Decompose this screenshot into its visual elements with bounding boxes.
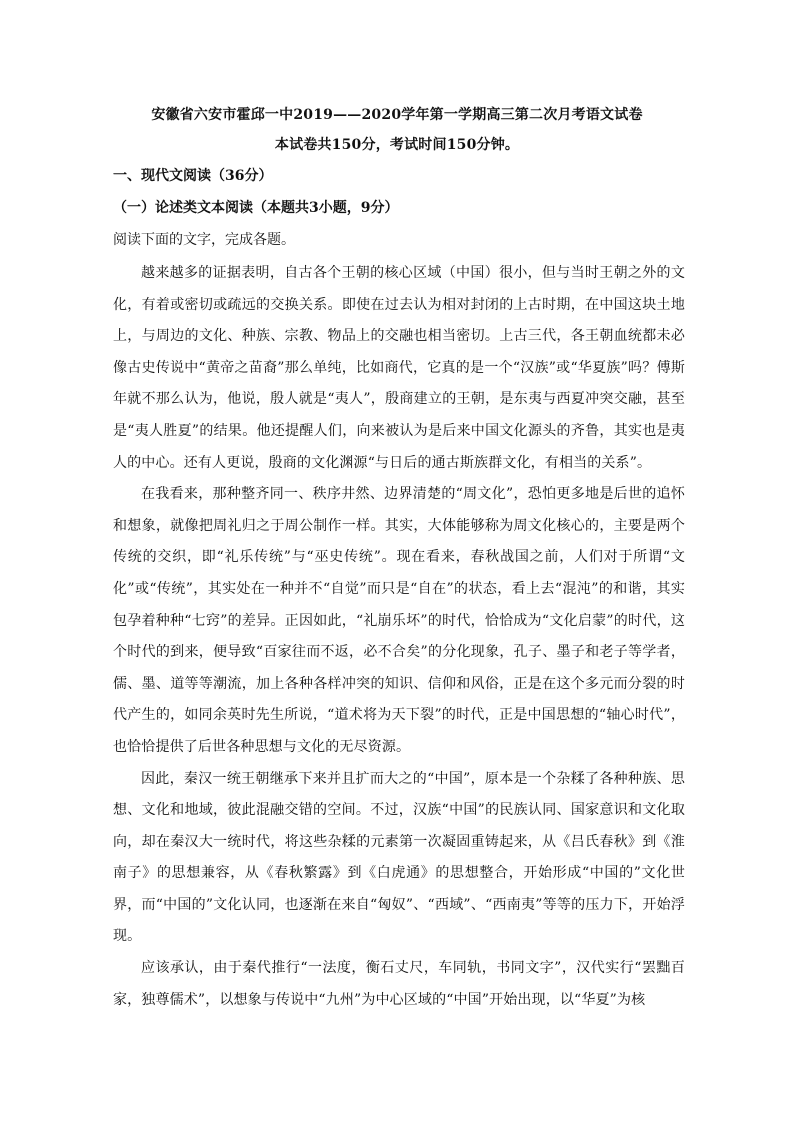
reading-passage <box>113 258 685 1016</box>
passage-paragraph: 应该承认，由于秦代推行“一法度，衡石丈尺，车同轨，书同文字”，汉代实行“罢黜百家，独尊儒术”，以想象与传说中“九州”为中心区域的“中国”开始出现，以“华夏”为核 <box>113 960 685 1008</box>
passage-paragraph: 在我看来，那种整齐同一、秩序井然、边界清楚的“周文化”，恐怕更多地是后世的追怀和想象，就像把周礼归之于周公制作一样。其实，大体能够称为周文化核心的，主要是两个传统的交织，即“礼乐传统”与“巫史传统”。现在看来，春秋战国之前，人们对于所谓“文化”或“传统”，其实处在一种并不“自觉”而只是“自在”的状态，看上去“混沌”的和谐，其实包孕着种种“七窍”的差异。正因如此，“礼崩乐坏”的时代，恰恰成为“文化启蒙”的时代，这个时代的到来，便导致“百家往而不返，必不合矣”的分化现象，孔子、墨子和老子等学者，儒、墨、道等等潮流，加上各种各样冲突的知识、信仰和风俗，正是在这个多元而分裂的时代产生的，如同余英时先生所说，“道术将为天下裂”的时代，正是中国思想的“轴心时代”，也恰恰提供了后世各种思想与文化的无尽资源。 <box>113 486 685 755</box>
exam-title: 安徽省六安市霍邱一中2019——2020学年第一学期高三第二次月考语文试卷 <box>151 107 643 123</box>
section-heading: 一、现代文阅读（36分） <box>113 168 273 184</box>
passage-paragraph: 因此，秦汉一统王朝继承下来并且扩而大之的“中国”，原本是一个杂糅了各种种族、思想、文化和地域，彼此混融交错的空间。不过，汉族“中国”的民族认同、国家意识和文化取向，却在秦汉大一统时代，将这些杂糅的元素第一次凝固重铸起来，从《吕氏春秋》到《淮南子》的思想兼容，从《春秋繁露》到《白虎通》的思想整合，开始形成“中国的”文化世界，而“中国的”文化认同，也逐渐在来自“匈奴”、“西域”、“西南夷”等等的压力下，开始浮现。 <box>113 770 685 945</box>
exam-subtitle: 本试卷共150分，考试时间150分钟。 <box>274 137 520 153</box>
subsection-heading: （一）论述类文本阅读（本题共3小题，9分） <box>113 200 399 216</box>
reading-instruction: 阅读下面的文字，完成各题。 <box>113 232 295 248</box>
passage-paragraph: 越来越多的证据表明，自古各个王朝的核心区域（中国）很小，但与当时王朝之外的文化，有着或密切或疏远的交换关系。即使在过去认为相对封闭的上古时期，在中国这块土地上，与周边的文化、种族、宗教、物品上的交融也相当密切。上古三代，各王朝血统都未必像古史传说中“黄帝之苗裔”那么单纯，比如商代，它真的是一个“汉族”或“华夏族”吗？傅斯年就不那么认为，他说，殷人就是“夷人”，殷商建立的王朝，是东夷与西夏冲突交融，甚至是“夷人胜夏”的结果。他还提醒人们，向来被认为是后来中国文化源头的齐鲁，其实也是夷人的中心。还有人更说，殷商的文化渊源“与日后的通古斯族群文化，有相当的关系”。 <box>113 265 685 471</box>
